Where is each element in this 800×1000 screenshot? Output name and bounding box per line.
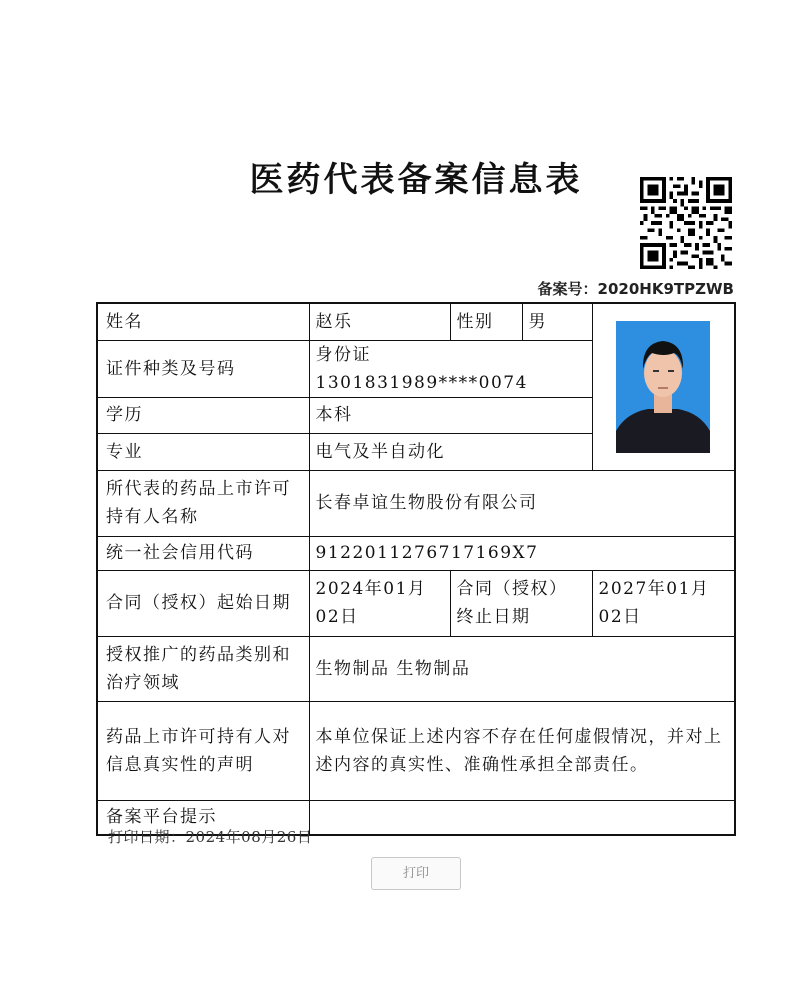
id-label: 证件种类及号码 xyxy=(97,340,309,397)
holder-label: 所代表的药品上市许可持有人名称 xyxy=(97,470,309,536)
credit-code-value: 9122011276717169X7 xyxy=(309,536,735,570)
print-button[interactable]: 打印 xyxy=(371,857,461,890)
category-value: 生物制品 生物制品 xyxy=(309,636,735,701)
contract-end-value: 2027年01月02日 xyxy=(592,570,735,636)
credit-code-label: 统一社会信用代码 xyxy=(97,536,309,570)
platform-tip-value xyxy=(309,800,735,835)
name-value: 赵乐 xyxy=(309,303,450,340)
print-date: 打印日期：2024年08月26日 xyxy=(108,828,313,846)
page-title: 医药代表备案信息表 xyxy=(249,160,583,200)
gender-value: 男 xyxy=(522,303,592,340)
contract-start-value: 2024年01月02日 xyxy=(309,570,450,636)
info-table xyxy=(96,302,736,836)
major-value: 电气及半自动化 xyxy=(309,433,592,470)
education-label: 学历 xyxy=(97,397,309,433)
id-value: 身份证 1301831989****0074 xyxy=(309,340,592,397)
category-label: 授权推广的药品类别和治疗领域 xyxy=(97,636,309,701)
name-label: 姓名 xyxy=(97,303,309,340)
education-value: 本科 xyxy=(309,397,592,433)
contract-start-label: 合同（授权）起始日期 xyxy=(97,570,309,636)
statement-label: 药品上市许可持有人对信息真实性的声明 xyxy=(97,701,309,800)
statement-value: 本单位保证上述内容不存在任何虚假情况，并对上述内容的真实性、准确性承担全部责任。 xyxy=(309,701,735,800)
person-photo xyxy=(616,321,710,453)
photo-cell xyxy=(592,303,735,470)
holder-value: 长春卓谊生物股份有限公司 xyxy=(309,470,735,536)
contract-end-label: 合同（授权）终止日期 xyxy=(450,570,592,636)
gender-label: 性别 xyxy=(450,303,522,340)
qr-code xyxy=(640,177,732,269)
major-label: 专业 xyxy=(97,433,309,470)
record-number: 备案号：2020HK9TPZWB xyxy=(537,280,734,298)
platform-tip-label: 备案平台提示 xyxy=(97,800,309,835)
